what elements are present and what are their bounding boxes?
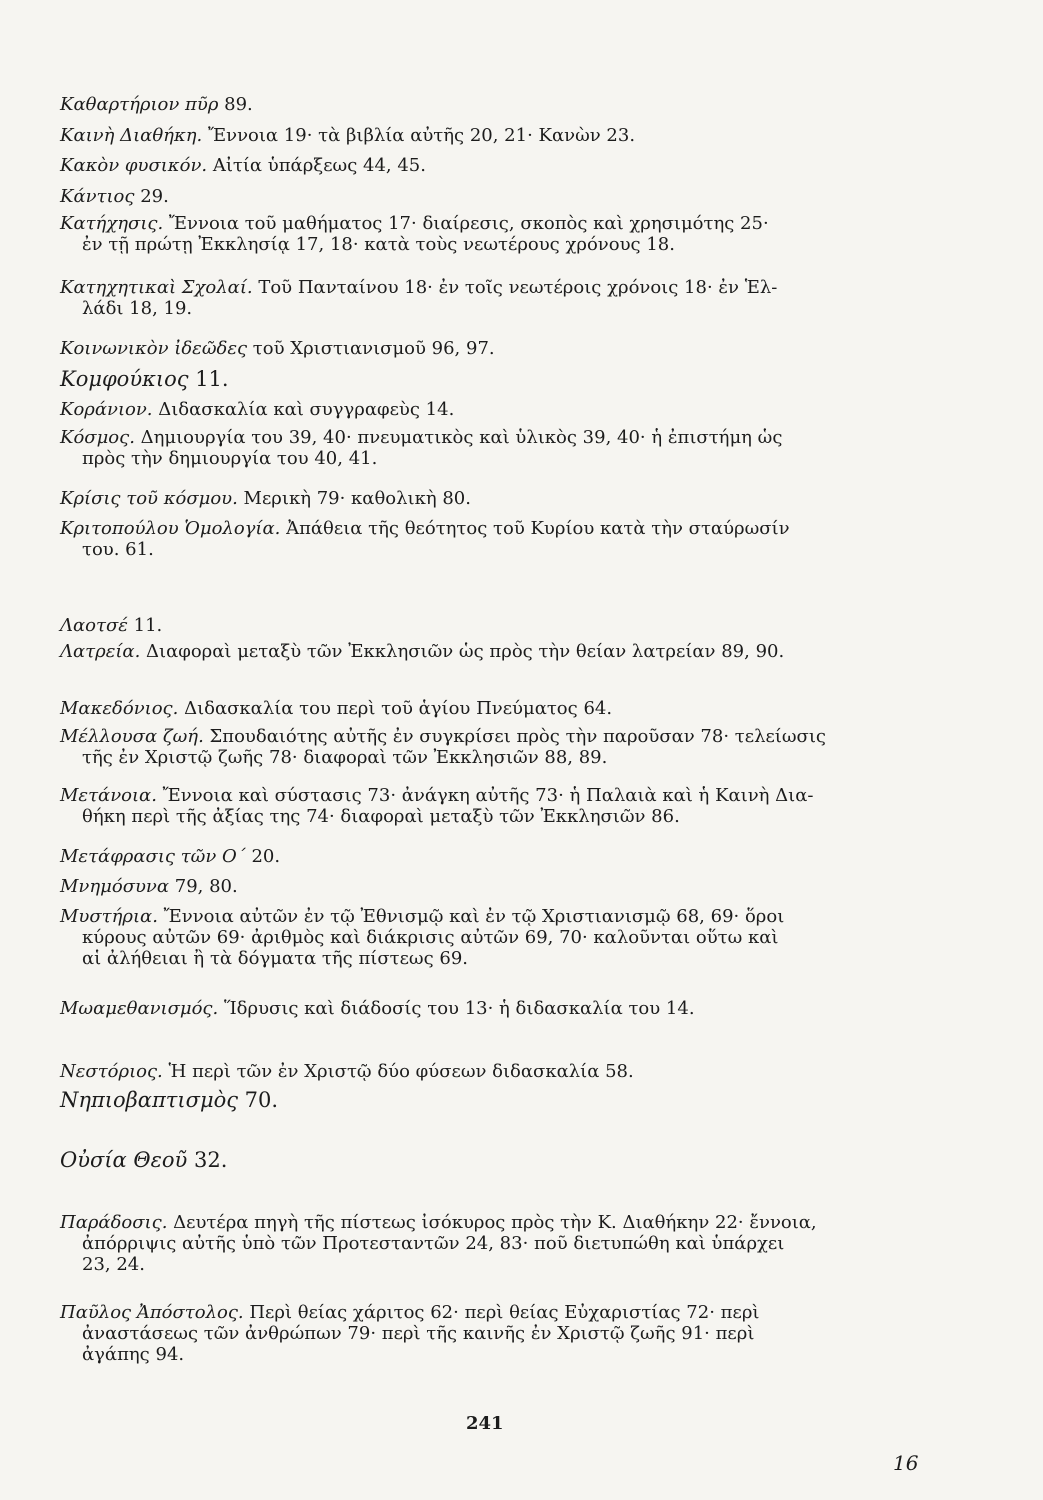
index-entry: [60, 1212, 930, 1275]
index-term: Κατηχητικαὶ Σχολαί.: [60, 277, 253, 298]
index-text: αἱ ἀλήθειαι ἢ τὰ δόγματα τῆς πίστεως 69.: [82, 948, 469, 969]
index-text: 29.: [134, 186, 169, 207]
index-entry: [60, 427, 930, 469]
index-entry: [60, 277, 930, 319]
index-term: Κακὸν φυσικόν.: [60, 155, 208, 176]
index-entry: [60, 846, 930, 867]
index-text: Περὶ θείας χάριτος 62· περὶ θείας Εὐχαριστίας 72· περὶ: [243, 1302, 760, 1323]
index-term: Οὐσία Θεοῦ: [60, 1148, 188, 1172]
index-entry: [60, 1061, 930, 1082]
index-text: Ἀπάθεια τῆς θεότητος τοῦ Κυρίου κατὰ τὴν σταύρωσίν: [280, 518, 790, 539]
index-entry: [60, 906, 930, 969]
page-number: 241: [466, 1413, 504, 1434]
index-text: ἀπόρριψις αὐτῆς ὑπὸ τῶν Προτεσταντῶν 24, 83· ποῦ διετυπώθη καὶ ὑπάρχει: [82, 1233, 785, 1254]
index-term: Μετάφρασις τῶν Ο΄: [60, 846, 246, 867]
index-entry: [60, 186, 930, 207]
index-text: 11.: [127, 615, 163, 636]
index-text: Αἰτία ὑπάρξεως 44, 45.: [207, 155, 426, 176]
index-term: Παῦλος Ἀπόστολος.: [60, 1302, 244, 1323]
index-term: Νηπιοβαπτισμὸς: [60, 1088, 238, 1112]
index-term: Κατήχησις.: [60, 213, 164, 234]
index-term: Κομφούκιος: [60, 367, 189, 391]
index-term: Καινὴ Διαθήκη.: [60, 125, 203, 146]
index-entry: [60, 213, 930, 255]
index-term: Κοινωνικὸν ἰδεῶδες: [60, 338, 248, 359]
index-entry: [60, 518, 930, 560]
index-text: πρὸς τὴν δημιουργία του 40, 41.: [82, 448, 378, 469]
index-text: τῆς ἐν Χριστῷ ζωῆς 78· διαφοραὶ τῶν Ἐκκλησιῶν 88, 89.: [82, 747, 608, 768]
index-text: Ἔννοια αὐτῶν ἐν τῷ Ἐθνισμῷ καὶ ἐν τῷ Χριστιανισμῷ 68, 69· ὅροι: [157, 906, 785, 927]
index-text: 32.: [187, 1148, 228, 1172]
index-term: Κρίσις τοῦ κόσμου.: [60, 488, 238, 509]
index-term: Μωαμεθανισμός.: [60, 998, 219, 1019]
index-entry: [60, 488, 930, 509]
index-entry: [60, 1150, 930, 1171]
index-entry: [60, 641, 930, 662]
index-text: τοῦ Χριστιανισμοῦ 96, 97.: [247, 338, 495, 359]
index-entry: [60, 399, 930, 420]
index-text: Σπουδαιότης αὐτῆς ἐν συγκρίσει πρὸς τὴν παροῦσαν 78· τελείωσις: [203, 726, 826, 747]
index-entry: [60, 338, 930, 359]
index-text: 23, 24.: [82, 1254, 145, 1275]
index-text: του. 61.: [82, 539, 154, 560]
index-entry: [60, 698, 930, 719]
index-entry: [60, 369, 930, 390]
index-term: Μετάνοια.: [60, 785, 157, 806]
index-term: Μέλλουσα ζωή.: [60, 726, 204, 747]
index-term: Κριτοπούλου Ὁμολογία.: [60, 518, 281, 539]
index-text: κύρους αὐτῶν 69· ἀριθμὸς καὶ διάκρισις αὐτῶν 69, 70· καλοῦνται οὕτω καὶ: [82, 927, 779, 948]
index-entry: [60, 615, 930, 636]
index-text: Ἔννοια καὶ σύστασις 73· ἀνάγκη αὐτῆς 73· ἡ Παλαιὰ καὶ ἡ Καινὴ Δια-: [156, 785, 814, 806]
index-text: Ἔννοια τοῦ μαθήματος 17· διαίρεσις, σκοπὸς καὶ χρησιμότης 25·: [163, 213, 769, 234]
index-text: Δημιουργία του 39, 40· πνευματικὸς καὶ ὑλικὸς 39, 40· ἡ ἐπιστήμη ὡς: [134, 427, 783, 448]
index-text: Μερικὴ 79· καθολικὴ 80.: [237, 488, 471, 509]
index-term: Παράδοσις.: [60, 1212, 168, 1233]
index-text: λάδι 18, 19.: [82, 298, 193, 319]
index-entry: [60, 785, 930, 827]
index-text: Διδασκαλία καὶ συγγραφεὺς 14.: [152, 399, 455, 420]
index-term: Κάντιος: [60, 186, 135, 207]
index-text: Διαφοραὶ μεταξὺ τῶν Ἐκκλησιῶν ὡς πρὸς τὴν θείαν λατρείαν 89, 90.: [140, 641, 785, 662]
index-text: 20.: [245, 846, 281, 867]
index-term: Νεστόριος.: [60, 1061, 163, 1082]
index-term: Λαοτσέ: [60, 615, 128, 636]
index-term: Μυστήρια.: [60, 906, 158, 927]
index-text: Ἔννοια 19· τὰ βιβλία αὐτῆς 20, 21· Κανὼν 23.: [202, 125, 636, 146]
index-entry: [60, 1090, 930, 1111]
index-text: ἀγάπης 94.: [82, 1344, 185, 1365]
index-entry: [60, 726, 930, 768]
index-text: Ἵδρυσις καὶ διάδοσίς του 13· ἡ διδασκαλία του 14.: [218, 998, 695, 1019]
index-text: Τοῦ Πανταίνου 18· ἐν τοῖς νεωτέροις χρόνοις 18· ἐν Ἑλ-: [252, 277, 778, 298]
index-term: Λατρεία.: [60, 641, 141, 662]
index-text: Ἡ περὶ τῶν ἐν Χριστῷ δύο φύσεων διδασκαλία 58.: [162, 1061, 634, 1082]
index-term: Κοράνιον.: [60, 399, 153, 420]
index-text: ἀναστάσεως τῶν ἀνθρώπων 79· περὶ τῆς καινῆς ἐν Χριστῷ ζωῆς 91· περὶ: [82, 1323, 755, 1344]
index-entry: [60, 1302, 930, 1365]
index-entry: [60, 876, 930, 897]
sheet-number: 16: [893, 1451, 919, 1475]
index-term: Καθαρτήριον πῦρ: [60, 94, 219, 115]
index-text: Διδασκαλία του περὶ τοῦ ἁγίου Πνεύματος 64.: [178, 698, 613, 719]
index-term: Μακεδόνιος.: [60, 698, 179, 719]
index-text: Δευτέρα πηγὴ τῆς πίστεως ἰσόκυρος πρὸς τὴν Κ. Διαθήκην 22· ἔννοια,: [167, 1212, 817, 1233]
index-text: 70.: [238, 1088, 279, 1112]
index-text: θήκη περὶ τῆς ἀξίας της 74· διαφοραὶ μεταξὺ τῶν Ἐκκλησιῶν 86.: [82, 806, 680, 827]
index-entry: [60, 155, 930, 176]
index-text: ἐν τῇ πρώτῃ Ἐκκλησίᾳ 17, 18· κατὰ τοὺς νεωτέρους χρόνους 18.: [82, 234, 675, 255]
index-text: 89.: [218, 94, 253, 115]
index-entry: [60, 125, 930, 146]
index-term: Μνημόσυνα: [60, 876, 170, 897]
index-text: 11.: [188, 367, 229, 391]
index-entry: [60, 998, 930, 1019]
index-text: 79, 80.: [169, 876, 238, 897]
index-term: Κόσμος.: [60, 427, 135, 448]
index-entry: [60, 94, 930, 115]
